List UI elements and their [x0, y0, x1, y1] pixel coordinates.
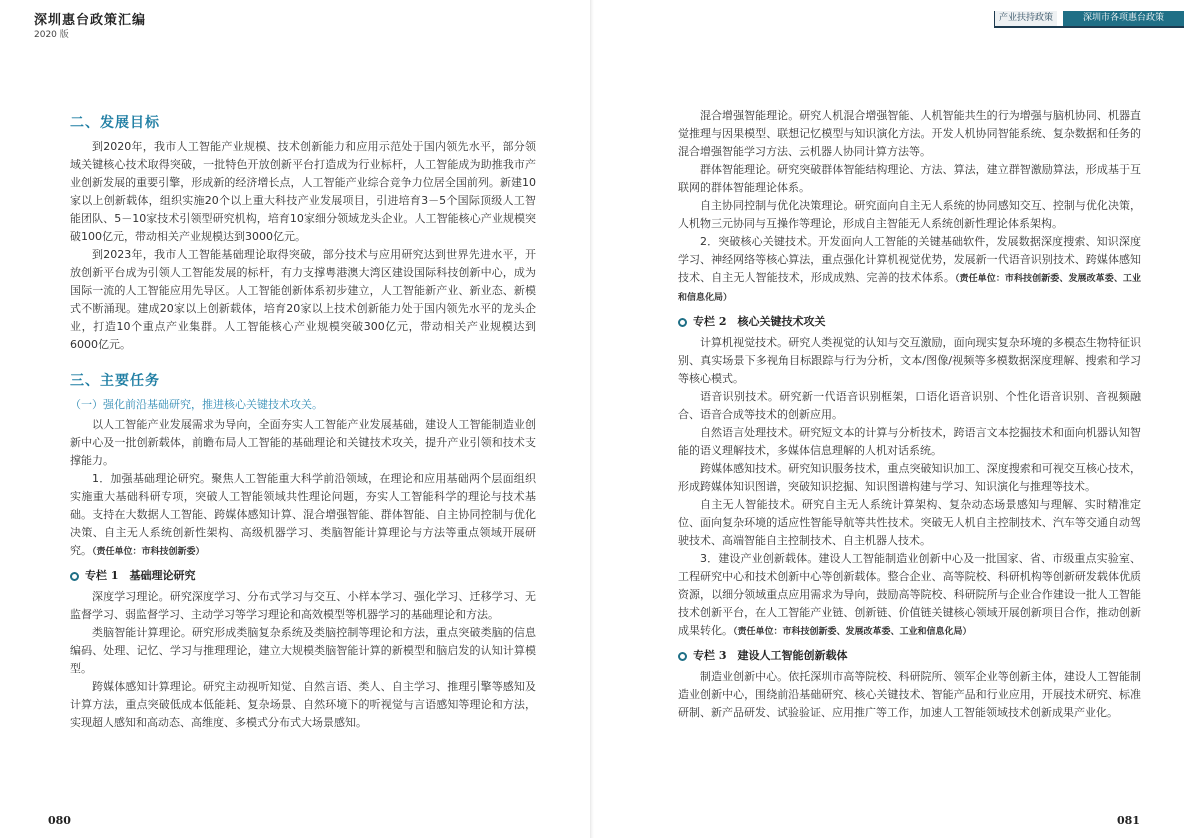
responsible-units: （责任单位：市科技创新委、发展改革委、工业和信息化局）: [733, 627, 972, 637]
book-title: 深圳惠台政策汇编: [34, 13, 147, 28]
paragraph: 语音识别技术。研究新一代语音识别框架，口语化语音识别、个性化语音识别、音视频融合、语音合成等技术的创新应用。: [678, 390, 1141, 421]
book-edition: 2020 版: [34, 30, 69, 40]
header-rule: [994, 26, 1184, 28]
responsible-units: （责任单位：市科技创新委、发展改革委、工业和信息化局）: [678, 274, 1141, 303]
paragraph: [678, 550, 1141, 641]
paragraph: 计算机视觉技术。研究人类视觉的认知与交互激励，面向现实复杂环境的多模态生物特征识别、真实场景下多视角目标跟踪与行为分析，文本/图像/视频等多模数据深度理解、搜索和学习等核心模式。: [678, 336, 1141, 385]
page-number-left: 080: [48, 814, 71, 827]
page-number-right: 081: [1117, 814, 1140, 827]
subsection-title: （一）强化前沿基础研究，推进核心关键技术攻关。: [70, 398, 323, 411]
circle-bullet-icon: [678, 318, 687, 327]
paragraph: 混合增强智能理论。研究人机混合增强智能、人机智能共生的行为增强与脑机协同、机器直觉推理与因果模型、联想记忆模型与知识演化方法。开发人机协同智能系统、复杂数据和任务的混合增强智能学习方法、云机器人协同计算方法等。: [678, 109, 1141, 158]
header-tab-section: 深圳市各项惠台政策: [1063, 11, 1184, 26]
paragraph: 自主协同控制与优化决策理论。研究面向自主无人系统的协同感知交互、控制与优化决策，人机物三元协同与互操作等理论，形成自主智能无人系统创新性理论体系架构。: [678, 199, 1141, 230]
paragraph: 自主无人智能技术。研究自主无人系统计算架构、复杂动态场景感知与理解、实时精准定位、面向复杂环境的适应性智能导航等共性技术。突破无人机自主控制技术、汽车等交通自动驾驶技术、高端智能自主控制技术、自主机器人技术。: [678, 498, 1141, 547]
box-title-text: 专栏 1 基础理论研究: [85, 569, 196, 582]
box-title-text: 专栏 3 建设人工智能创新载体: [693, 649, 848, 662]
box-title: [678, 647, 1141, 665]
paragraph: 类脑智能计算理论。研究形成类脑复杂系统及类脑控制等理论和方法，重点突破类脑的信息编码、处理、记忆、学习与推理理论，建立大规模类脑智能计算的新模型和脑启发的认知计算模型。: [70, 626, 536, 675]
paragraph-text: 2．突破核心关键技术。开发面向人工智能的关键基础软件，发展数据深度搜索、知识深度学习、神经网络等核心算法，重点强化计算机视觉优势，发展新一代语音识别技术、跨媒体感知技术、自主无人智能技术，形成成熟、完善的技术体系。: [678, 235, 1141, 284]
circle-bullet-icon: [678, 652, 687, 661]
box-title: [678, 313, 1141, 331]
paragraph: 自然语言处理技术。研究短文本的计算与分析技术，跨语言文本挖掘技术和面向机器认知智能的语义理解技术，多媒体信息理解的人机对话系统。: [678, 426, 1141, 457]
paragraph: [678, 233, 1141, 307]
section-title-goals: 二、发展目标: [70, 115, 160, 131]
paragraph-text: 3．建设产业创新载体。建设人工智能制造业创新中心及一批国家、省、市级重点实验室、工程研究中心和技术创新中心等创新载体。整合企业、高等院校、科研机构等创新研发载体优质资源，以细分领域重点应用需求为导向，鼓励高等院校、科研院所与企业合作建设一批人工智能技术创新平台，在人工智能产业链、创新链、价值链关键核心领域开展创新项目合作，推动创新成果转化。: [678, 552, 1141, 637]
paragraph: 制造业创新中心。依托深圳市高等院校、科研院所、领军企业等创新主体，建设人工智能制造业创新中心，围绕前沿基础研究、核心关键技术、智能产品和行业应用，开展技术研究、标准研制、新产品研发、试验验证、应用推广等工作，加速人工智能领域技术创新成果产业化。: [678, 670, 1141, 719]
box-title: [70, 567, 536, 585]
paragraph-text: 1．加强基础理论研究。聚焦人工智能重大科学前沿领域，在理论和应用基础两个层面组织实施重大基础科研专项，突破人工智能领域共性理论问题，夯实人工智能科学的理论与技术基础。支持在大数据人工智能、跨媒体感知计算、混合增强智能、群体智能、自主协同控制与优化决策、自主无人系统创新性架构、高级机器学习、类脑智能计算理论与方法等重点领域开展研究。: [70, 472, 536, 557]
circle-bullet-icon: [70, 572, 79, 581]
right-page-column: [678, 107, 1141, 722]
paragraph: 群体智能理论。研究突破群体智能结构理论、方法、算法，建立群智激励算法，形成基于互联网的群体智能理论体系。: [678, 163, 1141, 194]
paragraph: [70, 470, 536, 561]
section-title-tasks: 三、主要任务: [70, 373, 160, 389]
responsible-units: （责任单位：市科技创新委）: [92, 547, 205, 557]
paragraph: 跨媒体感知计算理论。研究主动视听知觉、自然言语、类人、自主学习、推理引擎等感知及计算方法，重点突破低成本低能耗、复杂场景、自然环境下的听视觉与言语感知等理论和方法，实现超人感知和高动态、高维度、多模式分布式大场景感知。: [70, 680, 536, 729]
paragraph: 跨媒体感知技术。研究知识服务技术，重点突破知识加工、深度搜索和可视交互核心技术，形成跨媒体知识图谱，突破知识挖掘、知识图谱构建与学习、知识演化与推理等技术。: [678, 462, 1141, 493]
left-page-column: [70, 108, 536, 732]
header-tab-category: 产业扶持政策: [994, 11, 1057, 26]
book-gutter: [590, 0, 594, 838]
paragraph: 以人工智能产业发展需求为导向，全面夯实人工智能产业发展基础，建设人工智能制造业创新中心及一批创新载体，前瞻布局人工智能的基础理论和关键技术攻关，提升产业引领和技术支撑能力。: [70, 418, 536, 467]
paragraph: 到2023年，我市人工智能基础理论取得突破，部分技术与应用研究达到世界先进水平，开放创新平台成为引领人工智能发展的标杆，有力支撑粤港澳大湾区建设国际科技创新中心，成为国际一流的人工智能应用先导区。人工智能创新体系初步建立，人工智能新产业、新业态、新模式不断涌现。建成20家以上创新载体，培育20家以上技术创新能力处于国内领先水平的龙头企业，打造10个重点产业集群。人工智能核心产业规模突破300亿元，带动相关产业规模达到6000亿元。: [70, 248, 536, 351]
box-title-text: 专栏 2 核心关键技术攻关: [693, 315, 826, 328]
paragraph: 到2020年，我市人工智能产业规模、技术创新能力和应用示范处于国内领先水平，部分领域关键核心技术取得突破，一批特色开放创新平台打造成为行业标杆，人工智能成为助推我市产业创新发展的重要引擎，形成新的经济增长点，人工智能产业综合竞争力位居全国前列。新建10家以上创新载体，组织实施20个以上重大科技产业发展项目，引进培育3－5个国际顶级人工智能团队、5－10家技术引领型研究机构，培育10家细分领域龙头企业。人工智能核心产业规模突破100亿元，带动相关产业规模达到3000亿元。: [70, 140, 536, 243]
paragraph: 深度学习理论。研究深度学习、分布式学习与交互、小样本学习、强化学习、迁移学习、无监督学习、弱监督学习、主动学习等学习理论和高效模型等机器学习的基础理论和方法。: [70, 590, 536, 621]
